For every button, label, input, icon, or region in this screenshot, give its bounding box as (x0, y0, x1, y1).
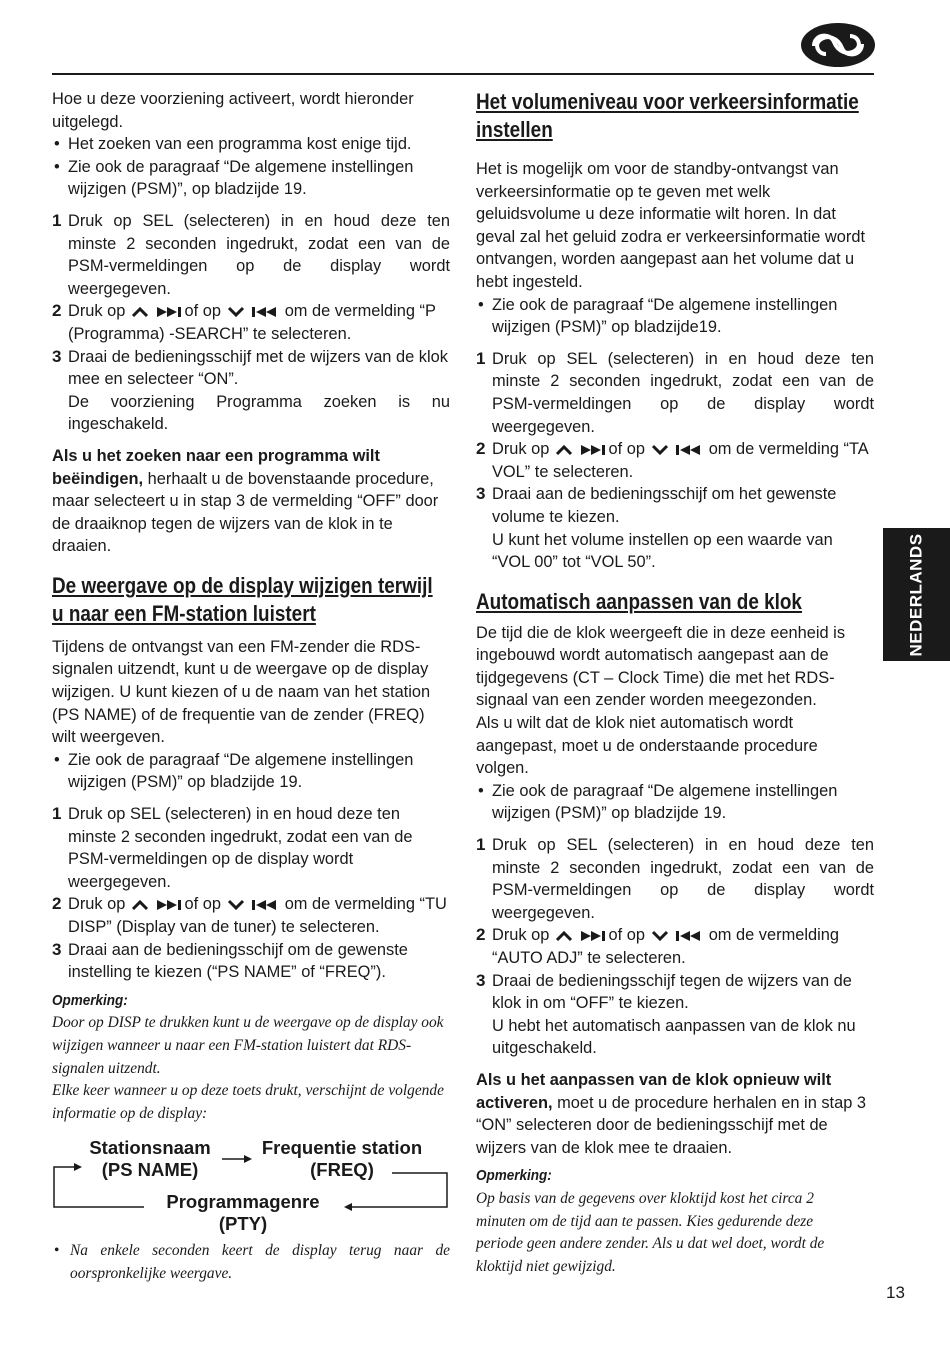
page-number: 13 (886, 1283, 905, 1302)
step-text: Druk op (492, 926, 550, 945)
step-3-result (476, 1015, 874, 1060)
note-text: Op basis van de gegevens over kloktijd kost het circa 2 minuten om de tijd aan te passen. Kies gedurende deze periode geen andere zender. Als u dat wel doet, wordt de kloktijd niet gewijzigd. (476, 1189, 825, 1275)
bullet-item: • Zie ook de paragraaf “De algemene instellingen wijzigen (PSM)”, op bladzijde 19. (52, 156, 450, 201)
note-text: Elke keer wanneer u op deze toets drukt, verschijnt de volgende informatie op de display: (52, 1082, 444, 1122)
step-text: Druk op (68, 302, 126, 321)
step-text: om de vermelding “P (Programma) -SEARCH” te selecteren. (68, 302, 436, 343)
flow-pty (148, 1191, 338, 1235)
down-arrow-icon (650, 930, 670, 942)
flow-label: Frequentie station (261, 1137, 423, 1159)
step-3: 3 Draai de bedieningsschijf tegen de wijzers van de klok in om “OFF” te kiezen. (476, 970, 852, 1013)
resume-paragraph (476, 1069, 874, 1159)
flow-label: Programmagenre (166, 1191, 320, 1213)
step-3: 3 Draai de bedieningsschijf met de wijzers van de klok mee en selecteer “ON”. (52, 346, 448, 389)
down-arrow-icon (226, 899, 246, 911)
step-text: of op (608, 440, 645, 459)
step-text: Druk op (68, 895, 126, 914)
section-heading: Het volumeniveau voor verkeersinformatie instellen (476, 89, 859, 142)
step-text: om de vermelding “AUTO ADJ” te selecteren. (492, 926, 839, 967)
bullet-item: • Zie ook de paragraaf “De algemene instellingen wijzigen (PSM)” op bladzijde 19. (476, 780, 874, 825)
step-3: 3 Draai aan de bedieningsschijf om de gewenste instelling te kiezen (“PS NAME” of “FREQ”). (52, 939, 408, 982)
step-text: Druk op SEL (selecteren) in en houd deze ten minste 2 seconden ingedrukt, zodat een van de PSM-vermeldingen op de display wordt weergegeven. (492, 836, 874, 922)
step-text: Draai de bedieningsschijf met de wijzers van de klok mee en selecteer “ON”. (68, 347, 448, 389)
up-arrow-icon (130, 899, 150, 911)
stop-text: herhaalt u de bovenstaande procedure, maar selecteert u in stap 3 de vermelding “OFF” door de draaiknop tegen de wijzers van de klok in te draaien. (52, 469, 439, 556)
down-arrow-icon (226, 306, 246, 318)
note-title: Opmerking: (476, 1167, 552, 1185)
step-1: 1 Druk op SEL (selecteren) in en houd deze ten minste 2 seconden ingedrukt, zodat een van de PSM-vermeldingen op de display wordt weergegeven. (52, 804, 413, 891)
skip-back-icon (674, 444, 704, 456)
step-text: U kunt het volume instellen op een waarde van “VOL 00” tot “VOL 50”. (492, 530, 833, 572)
step-text: Draai aan de bedieningsschijf om het gewenste volume te kiezen. (492, 485, 837, 526)
step-text: Draai de bedieningsschijf tegen de wijzers van de klok in om “OFF” te kiezen. (492, 971, 852, 1013)
step-3-result (52, 391, 450, 436)
skip-forward-icon (155, 899, 185, 911)
step-3-result (476, 529, 874, 574)
step-2: 2 Druk op of op om de vermelding “TU DISP” (Display van de tuner) te selecteren. (52, 894, 447, 936)
bullet-item: • Zie ook de paragraaf “De algemene instellingen wijzigen (PSM)” op bladzijde 19. (52, 749, 450, 794)
section-heading: De weergave op de display wijzigen terwijl u naar een FM-station luistert (52, 572, 433, 626)
step-text: De voorziening Programma zoeken is nu ingeschakeld. (68, 392, 450, 434)
step-1: 1 Druk op SEL (selecteren) in en houd deze ten minste 2 seconden ingedrukt, zodat een van de PSM-vermeldingen op de display wordt weergegeven. (476, 348, 874, 436)
note-bullet: • Na enkele seconden keert de display terug naar de oorspronkelijke weergave. (52, 1240, 450, 1285)
section-text: Tijdens de ontvangst van een FM-zender die RDS-signalen uitzendt, kunt u de weergave op de display wijzigen. U kunt kiezen of u de naam van het station (PS NAME) of de frequentie van de zender (FREQ) wilt weergeven. (52, 637, 431, 747)
skip-back-icon (250, 306, 280, 318)
step-text: Druk op SEL (selecteren) in en houd deze ten minste 2 seconden ingedrukt, zodat een van de PSM-vermeldingen op de display wordt weergegeven. (68, 211, 450, 298)
right-column (476, 88, 874, 1278)
section-text: Het is mogelijk om voor de standby-ontvangst van verkeersinformatie op te geven met welk geluidsvolume u deze informatie wilt horen. In dat geval zal het geluid zodra er verkeersinformatie wordt ontvangen, worden aangepast aan het volume dat u hebt ingesteld. (476, 160, 866, 291)
step-2: 2 Druk op of op om de vermelding “AUTO ADJ” te selecteren. (476, 925, 839, 967)
flow-label: (FREQ) (310, 1159, 374, 1181)
step-2: 2 Druk op of op om de vermelding “TA VOL” te selecteren. (476, 439, 868, 481)
skip-forward-icon (579, 930, 609, 942)
resume-bold: Als u het aanpassen van de klok opnieuw wilt activeren, (476, 1070, 832, 1112)
bullet-item: • Zie ook de paragraaf “De algemene instellingen wijzigen (PSM)” op bladzijde19. (476, 294, 874, 339)
note-title: Opmerking: (52, 991, 128, 1009)
step-text: of op (608, 926, 645, 945)
language-tab (883, 528, 950, 661)
skip-forward-icon (155, 306, 185, 318)
brand-logo-icon (800, 22, 876, 68)
step-text: of op (184, 895, 221, 914)
section-text: Als u wilt dat de klok niet automatisch wordt aangepast, moet u de onderstaande procedure volgen. (476, 714, 818, 778)
flow-label: (PS NAME) (101, 1159, 199, 1181)
skip-back-icon (250, 899, 280, 911)
step-2: 2 Druk op of op om de vermelding “P (Programma) -SEARCH” te selecteren. (52, 301, 436, 343)
step-text: Druk op (492, 440, 550, 459)
flow-ps-name (80, 1137, 220, 1181)
step-1: 1 Druk op SEL (selecteren) in en houd deze ten minste 2 seconden ingedrukt, zodat een van de PSM-vermeldingen op de display wordt weergegeven. (52, 210, 450, 298)
language-tab-label: NEDERLANDS (906, 532, 926, 657)
down-arrow-icon (650, 444, 670, 456)
stop-paragraph (52, 445, 450, 558)
left-column (52, 88, 450, 1286)
up-arrow-icon (554, 930, 574, 942)
stop-bold: Als u het zoeken naar een programma wilt beëindigen, (52, 446, 380, 488)
skip-forward-icon (579, 444, 609, 456)
step-text: Druk op SEL (selecteren) in en houd deze ten minste 2 seconden ingedrukt, zodat een van de PSM-vermeldingen op de display wordt weergegeven. (68, 805, 413, 891)
section-text: De tijd die de klok weergeeft die in deze eenheid is ingebouwd wordt automatisch aangepast aan de tijdgegevens (CT – Clock Time) die met het RDS-signaal van een zender worden meegezonden. (476, 623, 846, 710)
step-text: of op (184, 302, 221, 321)
flow-label: Stationsnaam (89, 1137, 211, 1159)
step-3: 3 Draai aan de bedieningsschijf om het gewenste volume te kiezen. (476, 484, 837, 526)
step-text: Druk op SEL (selecteren) in en houd deze ten minste 2 seconden ingedrukt, zodat een van de PSM-vermeldingen op de display wordt weergegeven. (492, 349, 874, 436)
step-text: om de vermelding “TU DISP” (Display van de tuner) te selecteren. (68, 895, 447, 936)
step-text: U hebt het automatisch aanpassen van de klok nu uitgeschakeld. (492, 1016, 856, 1058)
flow-label: (PTY) (218, 1213, 268, 1235)
header-rule (52, 73, 874, 75)
up-arrow-icon (130, 306, 150, 318)
section-heading: Automatisch aanpassen van de klok (476, 588, 802, 614)
resume-text: moet u de procedure herhalen en in stap 3 “ON” selecteren door de bedieningsschijf met de wijzers van de klok mee te draaien. (476, 1093, 867, 1157)
display-cycle-diagram (52, 1131, 450, 1236)
skip-back-icon (674, 930, 704, 942)
flow-freq (252, 1137, 432, 1181)
up-arrow-icon (554, 444, 574, 456)
note-text: Door op DISP te drukken kunt u de weergave op de display ook wijzigen wanneer u naar een FM-station luistert dat RDS-signalen uitzendt. (52, 1014, 444, 1077)
step-text: Draai aan de bedieningsschijf om de gewenste instelling te kiezen (“PS NAME” of “FREQ”). (68, 940, 408, 982)
intro-text: Hoe u deze voorziening activeert, wordt hieronder uitgelegd. (52, 90, 414, 131)
step-text: om de vermelding “TA VOL” te selecteren. (492, 440, 868, 481)
step-1: 1 Druk op SEL (selecteren) in en houd deze ten minste 2 seconden ingedrukt, zodat een van de PSM-vermeldingen op de display wordt weergegeven. (476, 835, 874, 922)
bullet-item: • Het zoeken van een programma kost enige tijd. (52, 133, 450, 156)
